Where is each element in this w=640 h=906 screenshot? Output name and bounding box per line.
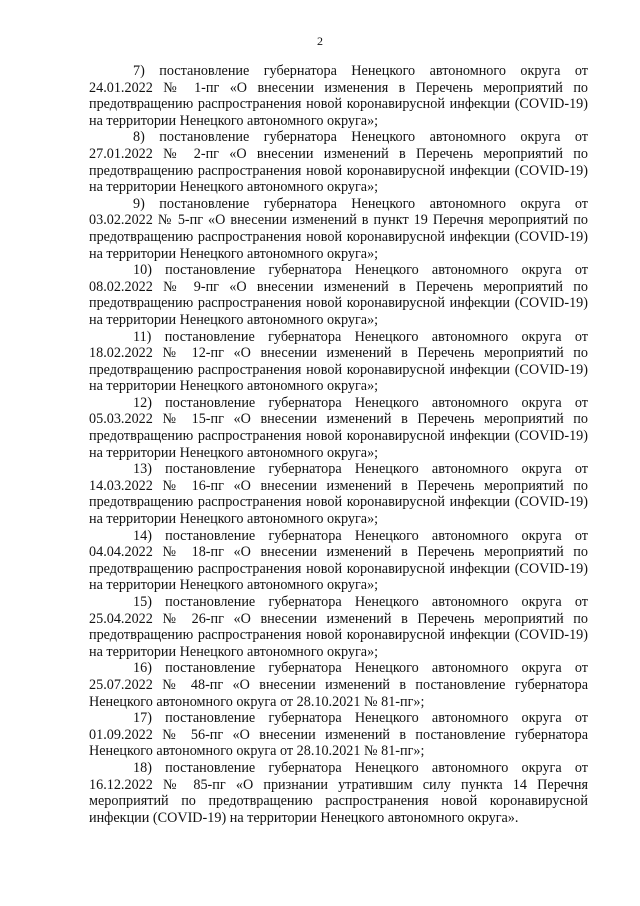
- list-item-14: 14) постановление губернатора Ненецкого автономного округа от 04.04.2022 № 18-пг «О внесении изменений в Перечень мероприятий по предотвращению распространения новой коронавирусной инфекции (COVID-19) на территории Ненецкого автономного округа»;: [89, 527, 588, 594]
- list-item-9: 9) постановление губернатора Ненецкого автономного округа от 03.02.2022 № 5-пг «О внесении изменений в пункт 19 Перечня мероприятий по предотвращению распространения новой коронавирусной инфекции (COVID-19) на территории Ненецкого автономного округа»;: [89, 195, 588, 262]
- list-item-11: 11) постановление губернатора Ненецкого автономного округа от 18.02.2022 № 12-пг «О внесении изменений в Перечень мероприятий по предотвращению распространения новой коронавирусной инфекции (COVID-19) на территории Ненецкого автономного округа»;: [89, 328, 588, 395]
- list-item-18: 18) постановление губернатора Ненецкого автономного округа от 16.12.2022 № 85-пг «О признании утратившим силу пункта 14 Перечня мероприятий по предотвращению распространения новой коронавирусной инфекции (COVID-19) на территории Ненецкого автономного округа».: [89, 759, 588, 826]
- list-item-10: 10) постановление губернатора Ненецкого автономного округа от 08.02.2022 № 9-пг «О внесении изменений в Перечень мероприятий по предотвращению распространения новой коронавирусной инфекции (COVID-19) на территории Ненецкого автономного округа»;: [89, 262, 588, 328]
- list-item-13: 13) постановление губернатора Ненецкого автономного округа от 14.03.2022 № 16-пг «О внесении изменений в Перечень мероприятий по предотвращению распространения новой коронавирусной инфекции (COVID-19) на территории Ненецкого автономного округа»;: [89, 461, 588, 528]
- list-item-7: 7) постановление губернатора Ненецкого автономного округа от 24.01.2022 № 1-пг «О внесении изменения в Перечень мероприятий по предотвращению распространения новой коронавирусной инфекции (COVID-19) на территории Ненецкого автономного округа»;: [89, 63, 588, 129]
- list-item-15: 15) постановление губернатора Ненецкого автономного округа от 25.04.2022 № 26-пг «О внесении изменений в Перечень мероприятий по предотвращению распространения новой коронавирусной инфекции (COVID-19) на территории Ненецкого автономного округа»;: [89, 594, 588, 660]
- page-number: 2: [317, 34, 323, 48]
- list-item-12: 12) постановление губернатора Ненецкого автономного округа от 05.03.2022 № 15-пг «О внесении изменений в Перечень мероприятий по предотвращению распространения новой коронавирусной инфекции (COVID-19) на территории Ненецкого автономного округа»;: [89, 394, 588, 461]
- list-item-8: 8) постановление губернатора Ненецкого автономного округа от 27.01.2022 № 2-пг «О внесении изменений в Перечень мероприятий по предотвращению распространения новой коронавирусной инфекции (COVID-19) на территории Ненецкого автономного округа»;: [89, 129, 588, 196]
- list-item-17: 17) постановление губернатора Ненецкого автономного округа от 01.09.2022 № 56-пг «О внесении изменений в постановление губернатора Ненецкого автономного округа от 28.10.2021 № 81-пг»;: [89, 710, 588, 760]
- list-item-16: 16) постановление губернатора Ненецкого автономного округа от 25.07.2022 № 48-пг «О внесении изменений в постановление губернатора Ненецкого автономного округа от 28.10.2021 № 81-пг»;: [89, 660, 588, 710]
- document-body: [89, 63, 588, 826]
